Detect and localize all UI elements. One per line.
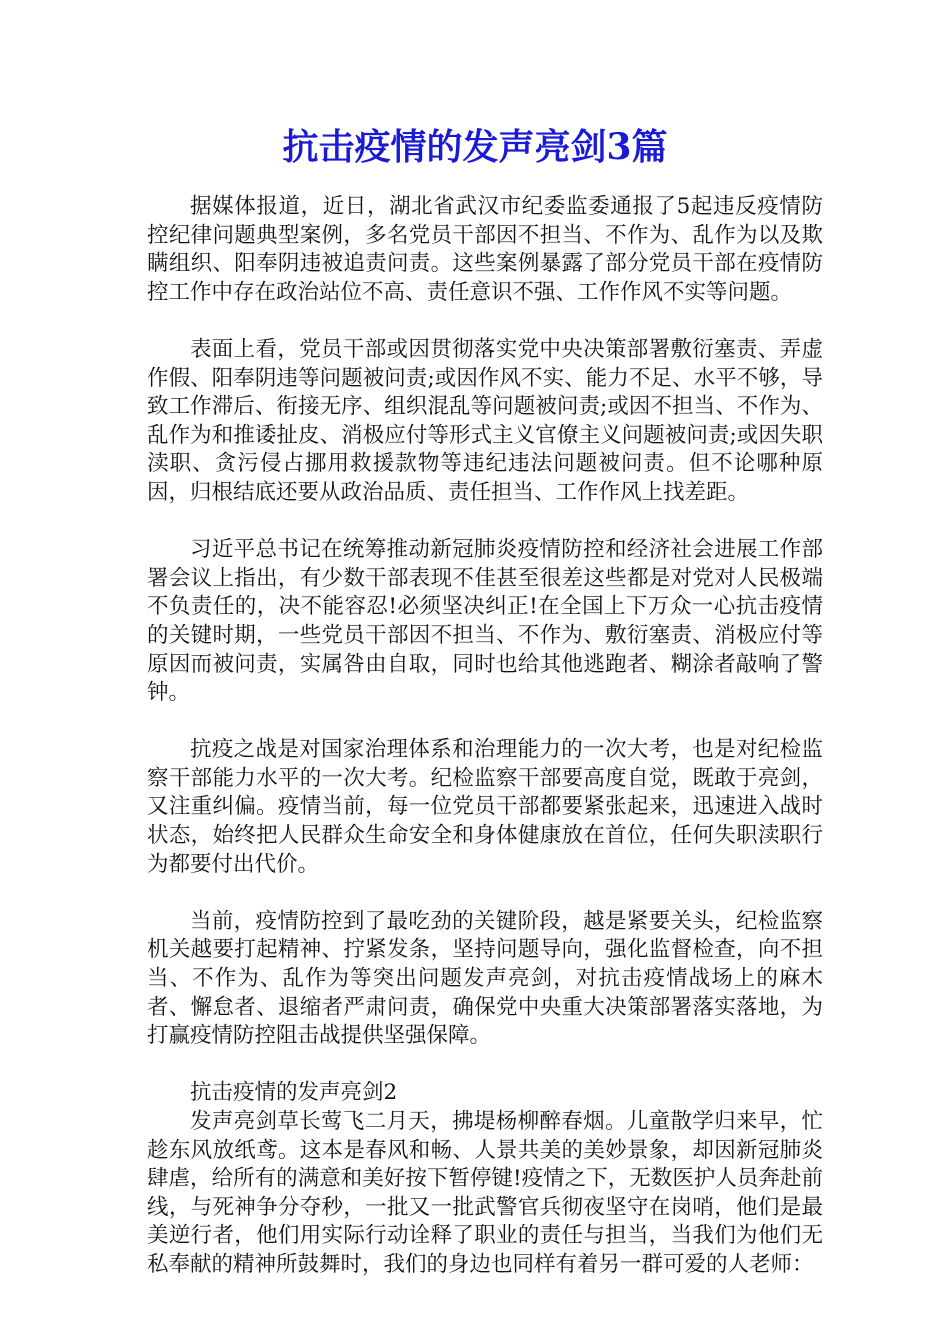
paragraph-4: 抗疫之战是对国家治理体系和治理能力的一次大考，也是对纪检监察干部能力水平的一次大考。纪检监察干部要高度自觉，既敢于亮剑，又注重纠偏。疫情当前，每一位党员干部都要紧张起来，迅速进入战时状态，始终把人民群众生命安全和身体健康放在首位，任何失职渎职行为都要付出代价。	[147, 737, 823, 877]
document-title: 抗击疫情的发声亮剑3篇	[282, 126, 668, 168]
paragraph-6: 发声亮剑草长莺飞二月天，拂堤杨柳醉春烟。儿童散学归来早，忙趁东风放纸鸢。这本是春风和畅、人景共美的美妙景象，却因新冠肺炎肆虐，给所有的满意和美好按下暂停键!疫情之下，无数医护人员奔赴前线，与死神争分夺秒，一批又一批武警官兵彻夜坚守在岗哨，他们是最美逆行者，他们用实际行动诠释了职业的责任与担当，当我们为他们无私奉献的精神所鼓舞时，我们的身边也同样有着另一群可爱的人老师：	[147, 1109, 823, 1277]
paragraph-2: 表面上看，党员干部或因贯彻落实党中央决策部署敷衍塞责、弄虚作假、阳奉阴违等问题被问责;或因作风不实、能力不足、水平不够，导致工作滞后、衔接无序、组织混乱等问题被问责;或因不担当、不作为、乱作为和推诿扯皮、消极应付等形式主义官僚主义问题被问责;或因失职渎职、贪污侵占挪用救援款物等违纪违法问题被问责。但不论哪种原因，归根结底还要从政治品质、责任担当、工作作风上找差距。	[147, 336, 823, 505]
section-subheading: 抗击疫情的发声亮剑2	[190, 1080, 398, 1106]
paragraph-5: 当前，疫情防控到了最吃劲的关键阶段，越是紧要关头，纪检监察机关越要打起精神、拧紧发条，坚持问题导向，强化监督检查，向不担当、不作为、乱作为等突出问题发声亮剑，对抗击疫情战场上的麻木者、懈怠者、退缩者严肃问责，确保党中央重大决策部署落实落地，为打赢疫情防控阻击战提供坚强保障。	[147, 908, 823, 1049]
paragraph-1: 据媒体报道，近日，湖北省武汉市纪委监委通报了5起违反疫情防控纪律问题典型案例，多名党员干部因不担当、不作为、乱作为以及欺瞒组织、阳奉阴违被追责问责。这些案例暴露了部分党员干部在疫情防控工作中存在政治站位不高、责任意识不强、工作作风不实等问题。	[147, 194, 823, 305]
document-body	[147, 193, 823, 1280]
paragraph-3: 习近平总书记在统筹推动新冠肺炎疫情防控和经济社会进展工作部署会议上指出，有少数干部表现不佳甚至很差这些都是对党对人民极端不负责任的，决不能容忍!必须坚决纠正!在全国上下万众一心抗击疫情的关键时期，一些党员干部因不担当、不作为、敷衍塞责、消极应付等原因而被问责，实属咎由自取，同时也给其他逃跑者、糊涂者敲响了警钟。	[147, 537, 823, 706]
